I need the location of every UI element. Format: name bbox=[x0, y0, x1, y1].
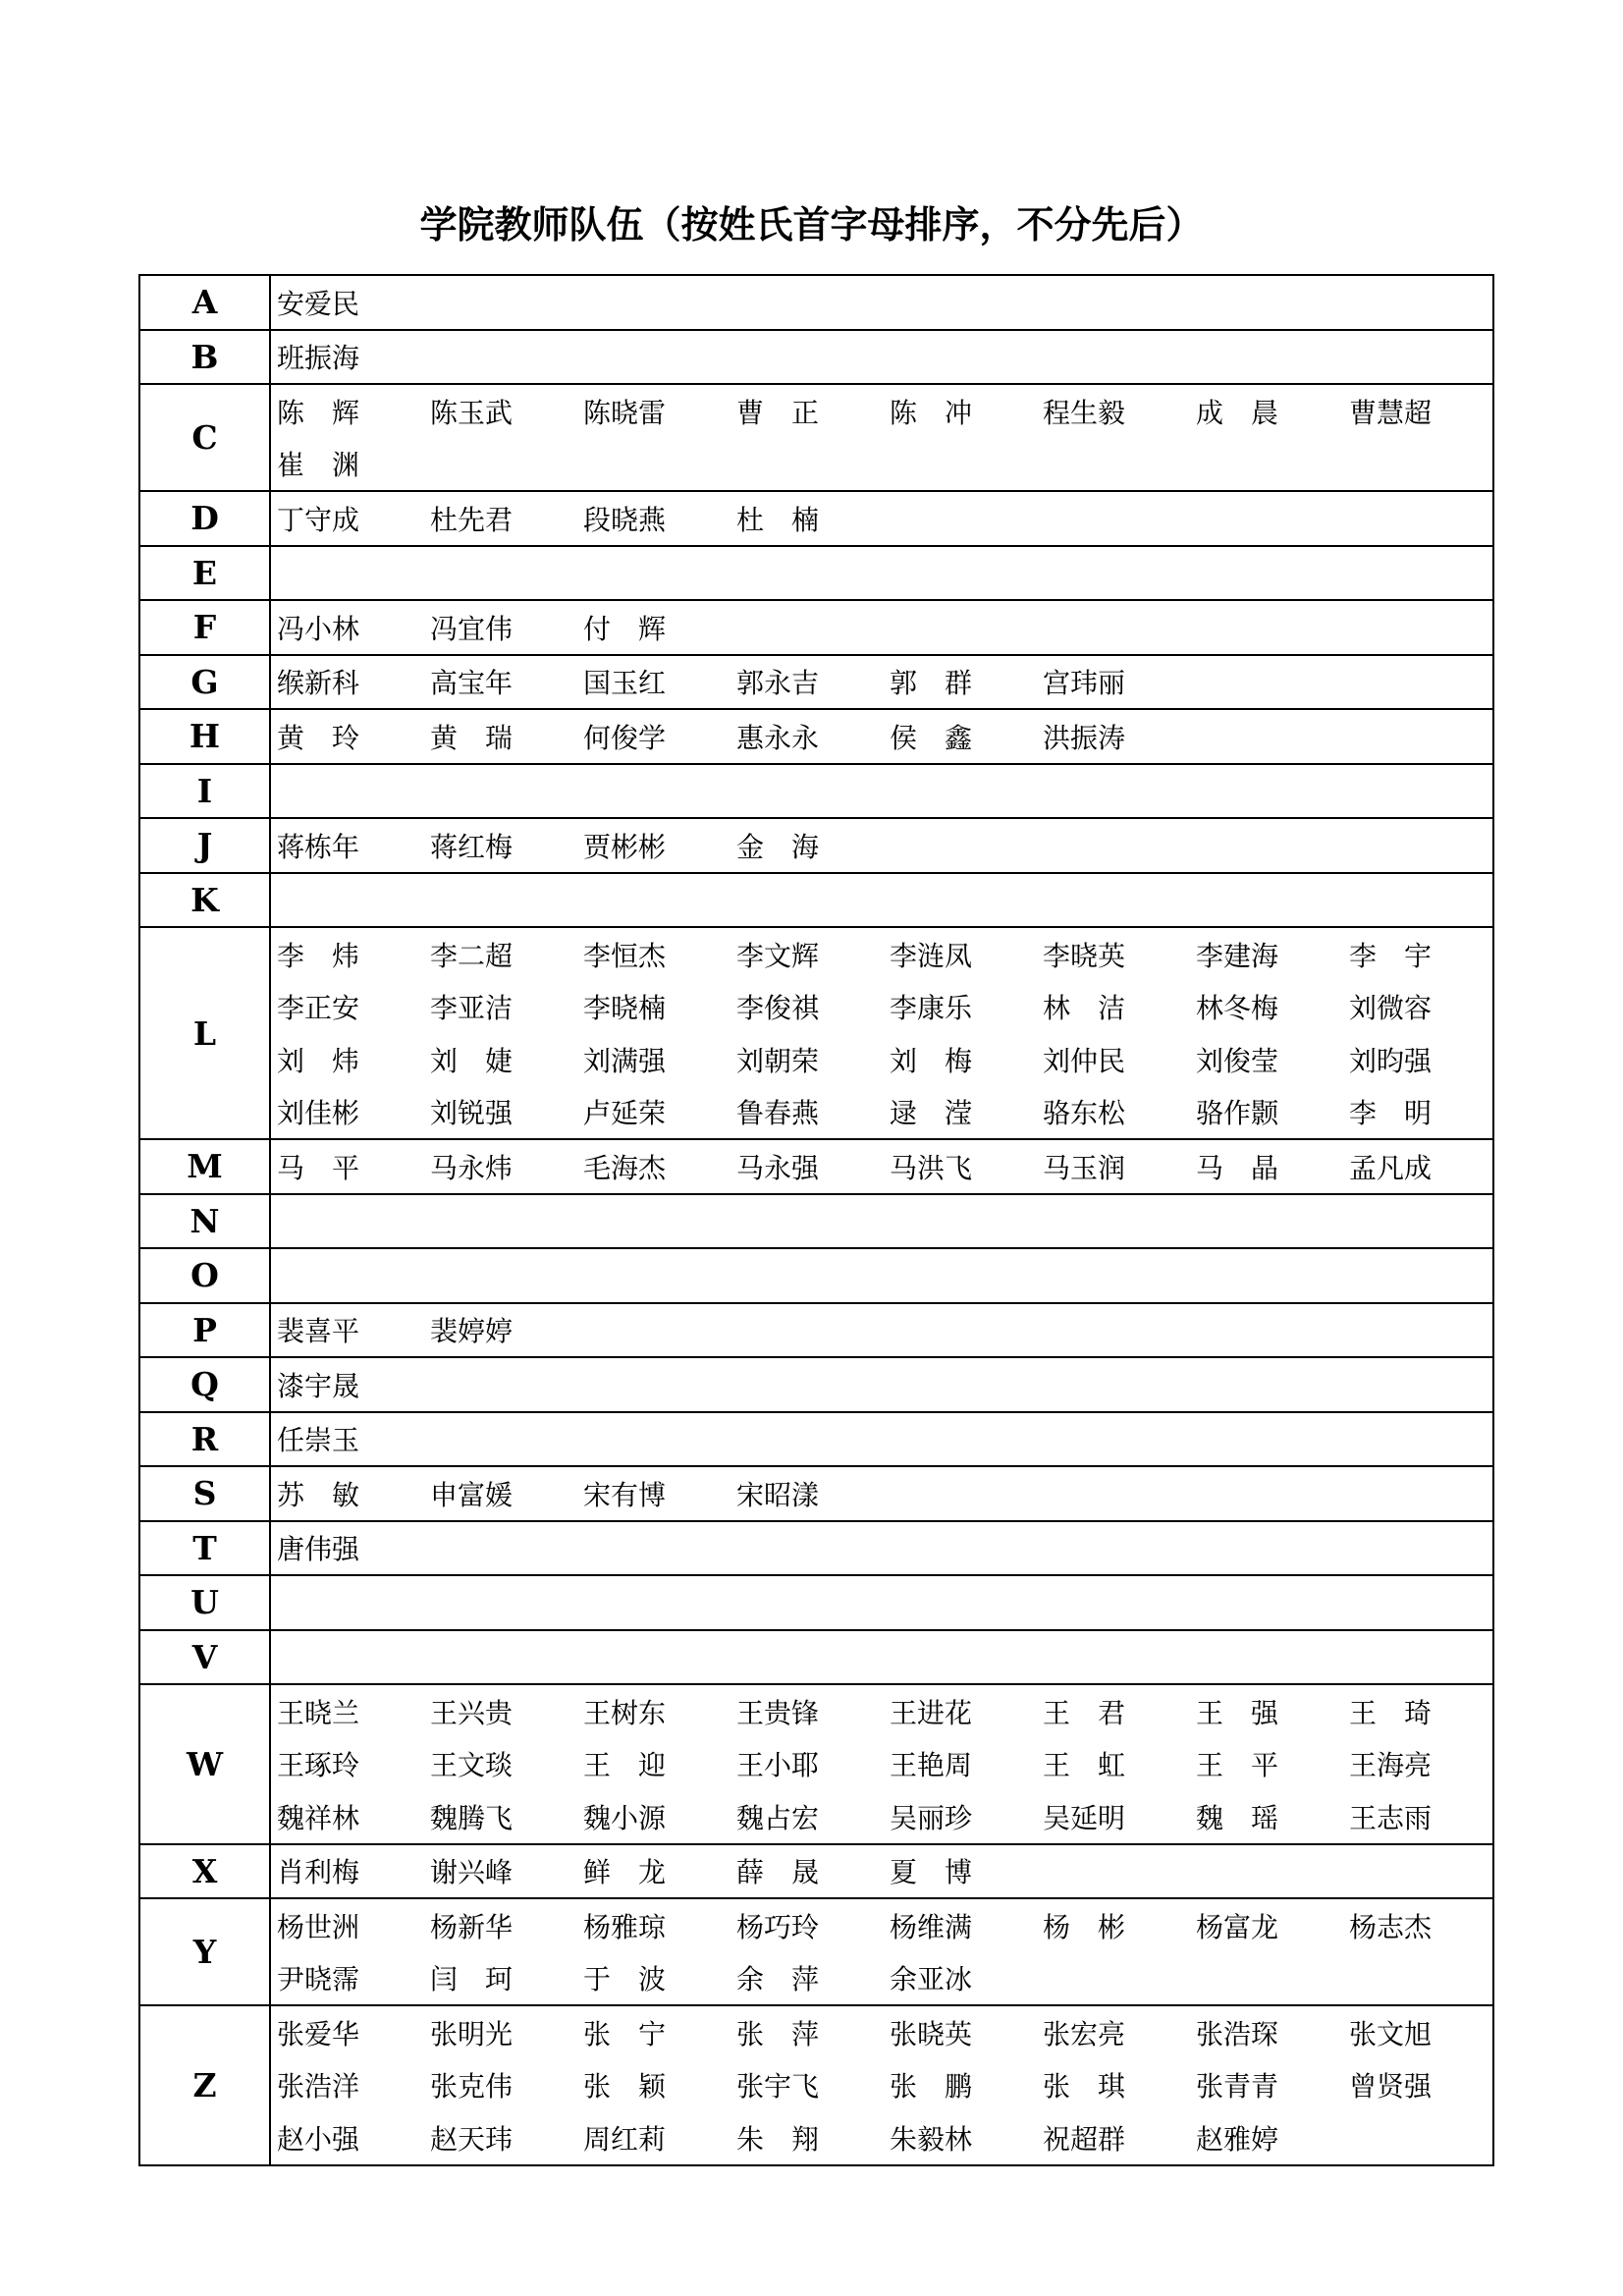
teacher-name: 林 洁 bbox=[1043, 992, 1126, 1025]
name-line bbox=[277, 2111, 1492, 2164]
teacher-name: 余亚冰 bbox=[890, 1963, 973, 1996]
name-line bbox=[277, 1790, 1492, 1843]
section-names bbox=[270, 1630, 1493, 1685]
section-letter: F bbox=[139, 600, 270, 655]
teacher-name: 崔 渊 bbox=[277, 449, 360, 482]
teacher-name: 黄 瑞 bbox=[430, 721, 514, 754]
teacher-name: 闫 珂 bbox=[430, 1963, 514, 1996]
name-line bbox=[277, 1033, 1492, 1086]
section-letter: A bbox=[139, 275, 270, 330]
teacher-name: 张明光 bbox=[430, 2017, 514, 2050]
section-names bbox=[270, 491, 1493, 546]
teacher-name: 赵雅婷 bbox=[1196, 2122, 1279, 2156]
teacher-name: 周红莉 bbox=[583, 2122, 667, 2156]
name-line bbox=[277, 710, 1492, 763]
name-line bbox=[277, 1952, 1492, 2005]
teacher-name: 陈晓雷 bbox=[583, 396, 667, 429]
name-line bbox=[277, 1195, 1492, 1248]
section-names bbox=[270, 709, 1493, 764]
teacher-name: 王文琰 bbox=[430, 1749, 514, 1782]
teacher-name: 于 波 bbox=[583, 1963, 667, 1996]
teacher-name: 刘仲民 bbox=[1043, 1044, 1126, 1077]
name-line bbox=[277, 1304, 1492, 1357]
teacher-name: 李康乐 bbox=[890, 992, 973, 1025]
section-names bbox=[270, 275, 1493, 330]
teacher-name: 张宇飞 bbox=[736, 2070, 820, 2104]
teacher-name: 尹晓霈 bbox=[277, 1963, 360, 1996]
teacher-name: 林冬梅 bbox=[1196, 992, 1279, 1025]
teacher-name: 王晓兰 bbox=[277, 1696, 360, 1729]
teacher-name: 王兴贵 bbox=[430, 1696, 514, 1729]
section-row-q bbox=[139, 1357, 1493, 1412]
teacher-name: 侯 鑫 bbox=[890, 721, 973, 754]
teacher-name: 裴婷婷 bbox=[430, 1315, 514, 1348]
teacher-name: 王树东 bbox=[583, 1696, 667, 1729]
teacher-name: 陈 冲 bbox=[890, 396, 973, 429]
section-row-p bbox=[139, 1303, 1493, 1358]
teacher-name: 鲜 龙 bbox=[583, 1856, 667, 1889]
name-line bbox=[277, 385, 1492, 438]
name-line bbox=[277, 656, 1492, 709]
teacher-name: 李文辉 bbox=[736, 939, 820, 972]
section-row-n bbox=[139, 1194, 1493, 1249]
teacher-name: 杨志杰 bbox=[1349, 1910, 1433, 1943]
teacher-name: 杨富龙 bbox=[1196, 1910, 1279, 1943]
teacher-name: 王贵锋 bbox=[736, 1696, 820, 1729]
section-letter: P bbox=[139, 1303, 270, 1358]
name-line bbox=[277, 1413, 1492, 1466]
teacher-name: 刘微容 bbox=[1349, 992, 1433, 1025]
teacher-name: 冯宜伟 bbox=[430, 612, 514, 645]
name-line bbox=[277, 1685, 1492, 1738]
teacher-name: 金 海 bbox=[736, 830, 820, 863]
teacher-name: 裴喜平 bbox=[277, 1315, 360, 1348]
section-row-e bbox=[139, 546, 1493, 601]
section-letter: M bbox=[139, 1139, 270, 1194]
section-row-l bbox=[139, 927, 1493, 1139]
teacher-name: 张浩琛 bbox=[1196, 2017, 1279, 2050]
teacher-name: 漆宇晟 bbox=[277, 1369, 360, 1402]
section-row-h bbox=[139, 709, 1493, 764]
teacher-name: 马永炜 bbox=[430, 1151, 514, 1184]
name-line bbox=[277, 547, 1492, 600]
teacher-name: 任崇玉 bbox=[277, 1424, 360, 1457]
section-letter: X bbox=[139, 1844, 270, 1899]
teacher-name: 缑新科 bbox=[277, 667, 360, 700]
teacher-name: 王小耶 bbox=[736, 1749, 820, 1782]
section-row-k bbox=[139, 873, 1493, 928]
teacher-name: 李涟凤 bbox=[890, 939, 973, 972]
section-names bbox=[270, 2005, 1493, 2165]
name-line bbox=[277, 874, 1492, 927]
teacher-name: 王 平 bbox=[1196, 1749, 1279, 1782]
section-names bbox=[270, 1412, 1493, 1467]
teacher-name: 杨巧玲 bbox=[736, 1910, 820, 1943]
teacher-name: 刘朝荣 bbox=[736, 1044, 820, 1077]
section-names bbox=[270, 1575, 1493, 1630]
teacher-name: 张宏亮 bbox=[1043, 2017, 1126, 2050]
teacher-name: 唐伟强 bbox=[277, 1533, 360, 1566]
teacher-name: 魏腾飞 bbox=[430, 1801, 514, 1834]
section-row-s bbox=[139, 1466, 1493, 1521]
section-names bbox=[270, 1898, 1493, 2005]
section-letter: Q bbox=[139, 1357, 270, 1412]
section-names bbox=[270, 1521, 1493, 1576]
section-letter: G bbox=[139, 655, 270, 710]
name-line bbox=[277, 438, 1492, 491]
teacher-name: 卢延荣 bbox=[583, 1097, 667, 1130]
teacher-name: 刘昀强 bbox=[1349, 1044, 1433, 1077]
teacher-name: 蒋红梅 bbox=[430, 830, 514, 863]
section-letter: S bbox=[139, 1466, 270, 1521]
section-letter: C bbox=[139, 384, 270, 491]
teacher-name: 刘 梅 bbox=[890, 1044, 973, 1077]
section-names bbox=[270, 1684, 1493, 1844]
teacher-name: 吴延明 bbox=[1043, 1801, 1126, 1834]
teacher-name: 李 明 bbox=[1349, 1097, 1433, 1130]
teacher-name: 高宝年 bbox=[430, 667, 514, 700]
teacher-name: 刘锐强 bbox=[430, 1097, 514, 1130]
section-letter: H bbox=[139, 709, 270, 764]
name-line bbox=[277, 1522, 1492, 1575]
teacher-name: 鲁春燕 bbox=[736, 1097, 820, 1130]
teacher-name: 宋有博 bbox=[583, 1478, 667, 1511]
teacher-name: 马永强 bbox=[736, 1151, 820, 1184]
teacher-name: 陈 辉 bbox=[277, 396, 360, 429]
section-row-u bbox=[139, 1575, 1493, 1630]
name-line bbox=[277, 492, 1492, 545]
teacher-name: 张青青 bbox=[1196, 2070, 1279, 2104]
section-names bbox=[270, 1303, 1493, 1358]
name-line bbox=[277, 928, 1492, 981]
section-letter: J bbox=[139, 818, 270, 873]
section-row-w bbox=[139, 1684, 1493, 1844]
name-line bbox=[277, 1576, 1492, 1629]
section-letter: T bbox=[139, 1521, 270, 1576]
teacher-name: 王琢玲 bbox=[277, 1749, 360, 1782]
teacher-name: 班振海 bbox=[277, 342, 360, 375]
section-row-r bbox=[139, 1412, 1493, 1467]
name-line bbox=[277, 276, 1492, 329]
teacher-name: 朱 翔 bbox=[736, 2122, 820, 2156]
section-letter: E bbox=[139, 546, 270, 601]
section-row-z bbox=[139, 2005, 1493, 2165]
name-line bbox=[277, 819, 1492, 872]
section-names bbox=[270, 1194, 1493, 1249]
teacher-name: 朱毅林 bbox=[890, 2122, 973, 2156]
teacher-name: 王 君 bbox=[1043, 1696, 1126, 1729]
teacher-name: 李建海 bbox=[1196, 939, 1279, 972]
teacher-name: 苏 敏 bbox=[277, 1478, 360, 1511]
teacher-name: 王艳周 bbox=[890, 1749, 973, 1782]
teacher-name: 马洪飞 bbox=[890, 1151, 973, 1184]
teacher-name: 李 宇 bbox=[1349, 939, 1433, 972]
name-line bbox=[277, 1249, 1492, 1302]
section-row-v bbox=[139, 1630, 1493, 1685]
section-names bbox=[270, 330, 1493, 385]
name-line bbox=[277, 981, 1492, 1034]
section-row-t bbox=[139, 1521, 1493, 1576]
name-line bbox=[277, 1631, 1492, 1684]
teacher-name: 贾彬彬 bbox=[583, 830, 667, 863]
teacher-name: 王 琦 bbox=[1349, 1696, 1433, 1729]
faculty-roster-table bbox=[138, 274, 1494, 2166]
teacher-name: 张 鹏 bbox=[890, 2070, 973, 2104]
section-letter: I bbox=[139, 764, 270, 819]
section-names bbox=[270, 600, 1493, 655]
teacher-name: 曹慧超 bbox=[1349, 396, 1433, 429]
section-row-a bbox=[139, 275, 1493, 330]
section-names bbox=[270, 1466, 1493, 1521]
teacher-name: 杜先君 bbox=[430, 503, 514, 536]
teacher-name: 宋昭漾 bbox=[736, 1478, 820, 1511]
section-names bbox=[270, 764, 1493, 819]
teacher-name: 余 萍 bbox=[736, 1963, 820, 1996]
teacher-name: 李俊祺 bbox=[736, 992, 820, 1025]
teacher-name: 成 晨 bbox=[1196, 396, 1279, 429]
teacher-name: 王志雨 bbox=[1349, 1801, 1433, 1834]
teacher-name: 杨 彬 bbox=[1043, 1910, 1126, 1943]
teacher-name: 陈玉武 bbox=[430, 396, 514, 429]
name-line bbox=[277, 1738, 1492, 1791]
teacher-name: 马 平 bbox=[277, 1151, 360, 1184]
teacher-name: 王进花 bbox=[890, 1696, 973, 1729]
section-letter: B bbox=[139, 330, 270, 385]
teacher-name: 李晓英 bbox=[1043, 939, 1126, 972]
teacher-name: 魏祥林 bbox=[277, 1801, 360, 1834]
teacher-name: 王 迎 bbox=[583, 1749, 667, 1782]
teacher-name: 国玉红 bbox=[583, 667, 667, 700]
teacher-name: 张 琪 bbox=[1043, 2070, 1126, 2104]
section-names bbox=[270, 1248, 1493, 1303]
section-names bbox=[270, 927, 1493, 1139]
teacher-name: 杨世洲 bbox=[277, 1910, 360, 1943]
teacher-name: 孟凡成 bbox=[1349, 1151, 1433, 1184]
roster-body bbox=[139, 275, 1493, 2165]
teacher-name: 毛海杰 bbox=[583, 1151, 667, 1184]
teacher-name: 夏 博 bbox=[890, 1856, 973, 1889]
teacher-name: 刘满强 bbox=[583, 1044, 667, 1077]
teacher-name: 马玉润 bbox=[1043, 1151, 1126, 1184]
teacher-name: 谢兴峰 bbox=[430, 1856, 514, 1889]
name-line bbox=[277, 601, 1492, 654]
section-names bbox=[270, 873, 1493, 928]
section-letter: K bbox=[139, 873, 270, 928]
teacher-name: 赵小强 bbox=[277, 2122, 360, 2156]
teacher-name: 王 虹 bbox=[1043, 1749, 1126, 1782]
teacher-name: 赵天玮 bbox=[430, 2122, 514, 2156]
section-names bbox=[270, 546, 1493, 601]
teacher-name: 薛 晟 bbox=[736, 1856, 820, 1889]
section-letter: W bbox=[139, 1684, 270, 1844]
teacher-name: 祝超群 bbox=[1043, 2122, 1126, 2156]
teacher-name: 冯小林 bbox=[277, 612, 360, 645]
section-letter: U bbox=[139, 1575, 270, 1630]
section-row-d bbox=[139, 491, 1493, 546]
teacher-name: 李晓楠 bbox=[583, 992, 667, 1025]
section-letter: Z bbox=[139, 2005, 270, 2165]
name-line bbox=[277, 1086, 1492, 1139]
teacher-name: 黄 玲 bbox=[277, 721, 360, 754]
teacher-name: 程生毅 bbox=[1043, 396, 1126, 429]
teacher-name: 王 强 bbox=[1196, 1696, 1279, 1729]
name-line bbox=[277, 1358, 1492, 1411]
teacher-name: 李正安 bbox=[277, 992, 360, 1025]
teacher-name: 杨雅琼 bbox=[583, 1910, 667, 1943]
section-row-b bbox=[139, 330, 1493, 385]
teacher-name: 张 颖 bbox=[583, 2070, 667, 2104]
teacher-name: 刘 婕 bbox=[430, 1044, 514, 1077]
teacher-name: 骆作颢 bbox=[1196, 1097, 1279, 1130]
teacher-name: 刘佳彬 bbox=[277, 1097, 360, 1130]
teacher-name: 安爱民 bbox=[277, 287, 360, 320]
name-line bbox=[277, 1845, 1492, 1898]
teacher-name: 张克伟 bbox=[430, 2070, 514, 2104]
section-row-f bbox=[139, 600, 1493, 655]
teacher-name: 杨维满 bbox=[890, 1910, 973, 1943]
section-row-y bbox=[139, 1898, 1493, 2005]
teacher-name: 张浩洋 bbox=[277, 2070, 360, 2104]
teacher-name: 何俊学 bbox=[583, 721, 667, 754]
teacher-name: 李 炜 bbox=[277, 939, 360, 972]
section-letter: V bbox=[139, 1630, 270, 1685]
teacher-name: 郭 群 bbox=[890, 667, 973, 700]
section-names bbox=[270, 818, 1493, 873]
page-title: 学院教师队伍（按姓氏首字母排序，不分先后） bbox=[419, 203, 1204, 246]
teacher-name: 吴丽珍 bbox=[890, 1801, 973, 1834]
section-row-g bbox=[139, 655, 1493, 710]
teacher-name: 刘俊莹 bbox=[1196, 1044, 1279, 1077]
section-names bbox=[270, 1844, 1493, 1899]
name-line bbox=[277, 765, 1492, 818]
teacher-name: 张 萍 bbox=[736, 2017, 820, 2050]
name-line bbox=[277, 1140, 1492, 1193]
section-names bbox=[270, 1139, 1493, 1194]
teacher-name: 肖利梅 bbox=[277, 1856, 360, 1889]
teacher-name: 洪振涛 bbox=[1043, 721, 1126, 754]
teacher-name: 王海亮 bbox=[1349, 1749, 1433, 1782]
section-row-x bbox=[139, 1844, 1493, 1899]
teacher-name: 魏 瑶 bbox=[1196, 1801, 1279, 1834]
teacher-name: 刘 炜 bbox=[277, 1044, 360, 1077]
teacher-name: 丁守成 bbox=[277, 503, 360, 536]
teacher-name: 张文旭 bbox=[1349, 2017, 1433, 2050]
teacher-name: 付 辉 bbox=[583, 612, 667, 645]
teacher-name: 郭永吉 bbox=[736, 667, 820, 700]
section-letter: O bbox=[139, 1248, 270, 1303]
teacher-name: 骆东松 bbox=[1043, 1097, 1126, 1130]
section-names bbox=[270, 384, 1493, 491]
section-row-i bbox=[139, 764, 1493, 819]
teacher-name: 蒋栋年 bbox=[277, 830, 360, 863]
name-line bbox=[277, 331, 1492, 384]
teacher-name: 魏占宏 bbox=[736, 1801, 820, 1834]
teacher-name: 曹 正 bbox=[736, 396, 820, 429]
teacher-name: 张 宁 bbox=[583, 2017, 667, 2050]
teacher-name: 李二超 bbox=[430, 939, 514, 972]
name-line bbox=[277, 2006, 1492, 2059]
teacher-name: 魏小源 bbox=[583, 1801, 667, 1834]
section-row-o bbox=[139, 1248, 1493, 1303]
teacher-name: 惠永永 bbox=[736, 721, 820, 754]
section-letter: D bbox=[139, 491, 270, 546]
teacher-name: 李恒杰 bbox=[583, 939, 667, 972]
section-row-m bbox=[139, 1139, 1493, 1194]
teacher-name: 宫玮丽 bbox=[1043, 667, 1126, 700]
section-letter: L bbox=[139, 927, 270, 1139]
section-names bbox=[270, 1357, 1493, 1412]
section-letter: R bbox=[139, 1412, 270, 1467]
section-row-c bbox=[139, 384, 1493, 491]
teacher-name: 申富媛 bbox=[430, 1478, 514, 1511]
teacher-name: 逯 滢 bbox=[890, 1097, 973, 1130]
name-line bbox=[277, 1899, 1492, 1952]
teacher-name: 杜 楠 bbox=[736, 503, 820, 536]
section-letter: Y bbox=[139, 1898, 270, 2005]
teacher-name: 曾贤强 bbox=[1349, 2070, 1433, 2104]
teacher-name: 杨新华 bbox=[430, 1910, 514, 1943]
teacher-name: 马 晶 bbox=[1196, 1151, 1279, 1184]
teacher-name: 张晓英 bbox=[890, 2017, 973, 2050]
teacher-name: 张爱华 bbox=[277, 2017, 360, 2050]
section-names bbox=[270, 655, 1493, 710]
name-line bbox=[277, 2059, 1492, 2112]
section-row-j bbox=[139, 818, 1493, 873]
teacher-name: 段晓燕 bbox=[583, 503, 667, 536]
teacher-name: 李亚洁 bbox=[430, 992, 514, 1025]
section-letter: N bbox=[139, 1194, 270, 1249]
name-line bbox=[277, 1467, 1492, 1520]
